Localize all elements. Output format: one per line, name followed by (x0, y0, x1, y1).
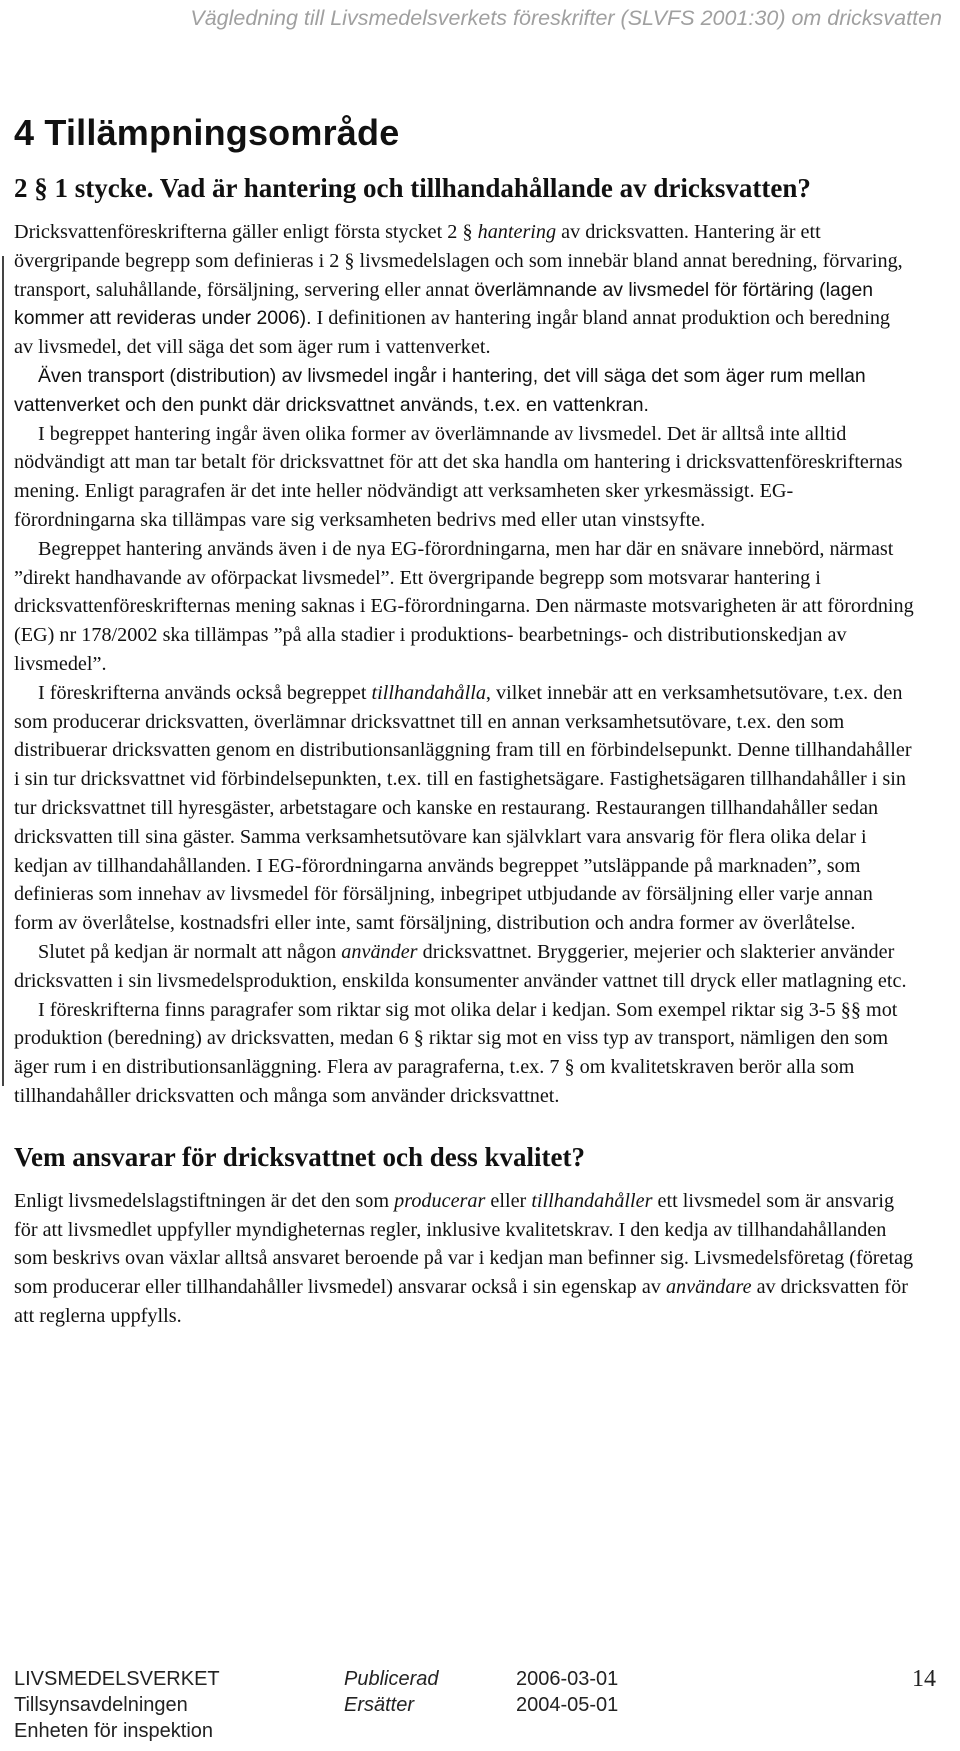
paragraph-paragrafer: I föreskrifterna finns paragrafer som riktar sig mot olika delar i kedjan. Som exempel riktar sig 3-5 §§ mot produktion (beredning) av dricksvatten, medan 6 § riktar sig mot en viss typ av transport, nämligen den som äger rum i en distributionsanläggning. Flera av paragraferna, t.ex. 7 § om kvalitetskraven berör alla som tillhandahåller dricksvatten och många som använder dricksvattnet. (14, 998, 898, 1107)
paragraph-tillhandahalla (14, 679, 914, 938)
emphasis: tillhandahålla (371, 681, 486, 704)
section-title: 2 § 1 stycke. Vad är hantering och tillhandahållande av dricksvatten? (14, 173, 811, 203)
text-run: I föreskrifterna används också begreppet (38, 681, 372, 704)
emphasis: tillhandahåller (531, 1189, 653, 1212)
text-run: Enligt livsmedelslagstiftningen är det den som (14, 1189, 395, 1212)
paragraph-overlamnande: I begreppet hantering ingår även olika former av överlämnande av livsmedel. Det är alltså inte alltid nödvändigt att man tar betalt för dricksvattnet för att det ska handla om hantering i dricksvattenföreskrifternas mening. Enligt paragrafen är det inte heller nödvändigt att verksamheten sker yrkesmässigt. EG-förordningarna ska tillämpas vare sig verksamheten bedrivs med eller utan vinstsyfte. (14, 422, 903, 531)
page-content (14, 112, 914, 1331)
text-run: ett livsmedel som är ansvarig för att livsmedlet uppfyller myndigheternas regler, inklusive kvalitetskrav. I den kedja av tillhandahållanden som beskrivs ovan växlar alltså ansvaret beroende på var i kedjan man befinner sig. Livsmedelsföretag (företag som producerar eller tillhandahåller livsmedel) ansvarar också i sin egenskap av (14, 1189, 914, 1299)
footer-org-name: LIVSMEDELSVERKET (14, 1668, 220, 1690)
running-header: Vägledning till Livsmedelsverkets föreskrifter (SLVFS 2001:30) om dricksvatten (190, 6, 942, 30)
replaces-label: Ersätter (344, 1694, 415, 1716)
paragraph-transport: Även transport (distribution) av livsmedel ingår i hantering, det vill säga det som äger rum mellan vattenverket och den punkt där dricksvattnet används, t.ex. en vattenkran. (14, 364, 866, 416)
page-number: 14 (912, 1666, 936, 1692)
text-run: eller (485, 1189, 532, 1212)
text-run: av dricksvatten för att reglerna uppfylls. (14, 1276, 908, 1327)
footer-labels (344, 1666, 439, 1718)
revision-change-bar (2, 256, 4, 1086)
text-run: Slutet på kedjan är normalt att någon (38, 940, 342, 963)
text-run: I definitionen av hantering ingår bland annat produktion och beredning av livsmedel, det vill säga det som äger rum i vattenverket. (14, 307, 891, 359)
emphasis: producerar (394, 1189, 486, 1212)
section-title-ansvar: Vem ansvarar för dricksvattnet och dess kvalitet? (14, 1141, 585, 1172)
replaces-date: 2004-05-01 (516, 1694, 619, 1716)
text-run: av dricksvatten. Hantering är ett övergripande begrepp som definieras i 2 § livsmedelslagen och som innebär bland annat beredning, förvaring, transport, saluhållande, försäljning, servering eller annat (14, 221, 903, 301)
text-run: dricksvattnet. Bryggerier, mejerier och slakterier använder dricksvatten i sin livsmedelsproduktion, enskilda konsumenter använder vattnet till dryck eller matlagning etc. (14, 940, 907, 992)
text-run: , vilket innebär att en verksamhetsutövare, t.ex. den som producerar dricksvatten, överlämnar dricksvattnet till en annan verksamhetsutövare, t.ex. den som distribuerar dricksvatten genom en distributionsanläggning fram till en förbindelsepunkt. Denne tillhandahåller i sin tur dricksvattnet vid förbindelsepunkten, t.ex. till en fastighetsägare. Fastighetsägaren tillhandahåller i sin tur dricksvattnet till hyresgäster, arbetstagare och kanske en restaurang. Restaurangen tillhandahåller sedan dricksvatten till sina gäster. Samma verksamhetsutövare kan självklart vara ansvarig för flera olika delar i kedjan av tillhandahållanden. I EG-förordningarna används begreppet ”utsläppande på marknaden”, som definieras som innehav av livsmedel för försäljning, inbegripet utbjudande av försäljning eller varje annan form av överlåtelse, kostnadsfri eller inte, samt försäljning, distribution och andra former av överlåtelse. (14, 681, 912, 935)
paragraph-ansvar (14, 1187, 914, 1331)
paragraph-eg-forordningar: Begreppet hantering används även i de nya EG-förordningarna, men har där en snävare innebörd, närmast ”direkt handhavande av oförpackat livsmedel”. Ett övergripande begrepp som motsvarar hantering i dricksvattenföreskrifternas mening saknas i EG-förordningarna. Den närmaste motsvarigheten är att förordning (EG) nr 178/2002 ska tillämpas ”på alla stadier i produktions- bearbetnings- och distributionskedjan av livsmedel”. (14, 537, 914, 675)
page-footer (14, 1666, 946, 1746)
footer-organization (14, 1666, 220, 1744)
paragraph-slutet-pa-kedjan (14, 938, 914, 996)
revised-text-run: överlämnande av livsmedel för förtäring (lagen kommer att revideras under 2006). (14, 278, 874, 330)
text-run: Dricksvattenföreskrifterna gäller enligt första stycket 2 § (14, 221, 478, 243)
footer-dates (516, 1666, 618, 1718)
emphasis: användare (665, 1276, 752, 1299)
footer-department: Tillsynsavdelningen (14, 1694, 188, 1716)
published-date: 2006-03-01 (516, 1668, 619, 1690)
emphasis: använder (341, 940, 418, 963)
footer-unit: Enheten för inspektion (14, 1720, 214, 1742)
chapter-title: 4 Tillämpningsområde (14, 112, 400, 153)
published-label: Publicerad (344, 1668, 439, 1690)
emphasis: hantering (477, 221, 557, 243)
paragraph-hantering-definition (14, 218, 914, 362)
